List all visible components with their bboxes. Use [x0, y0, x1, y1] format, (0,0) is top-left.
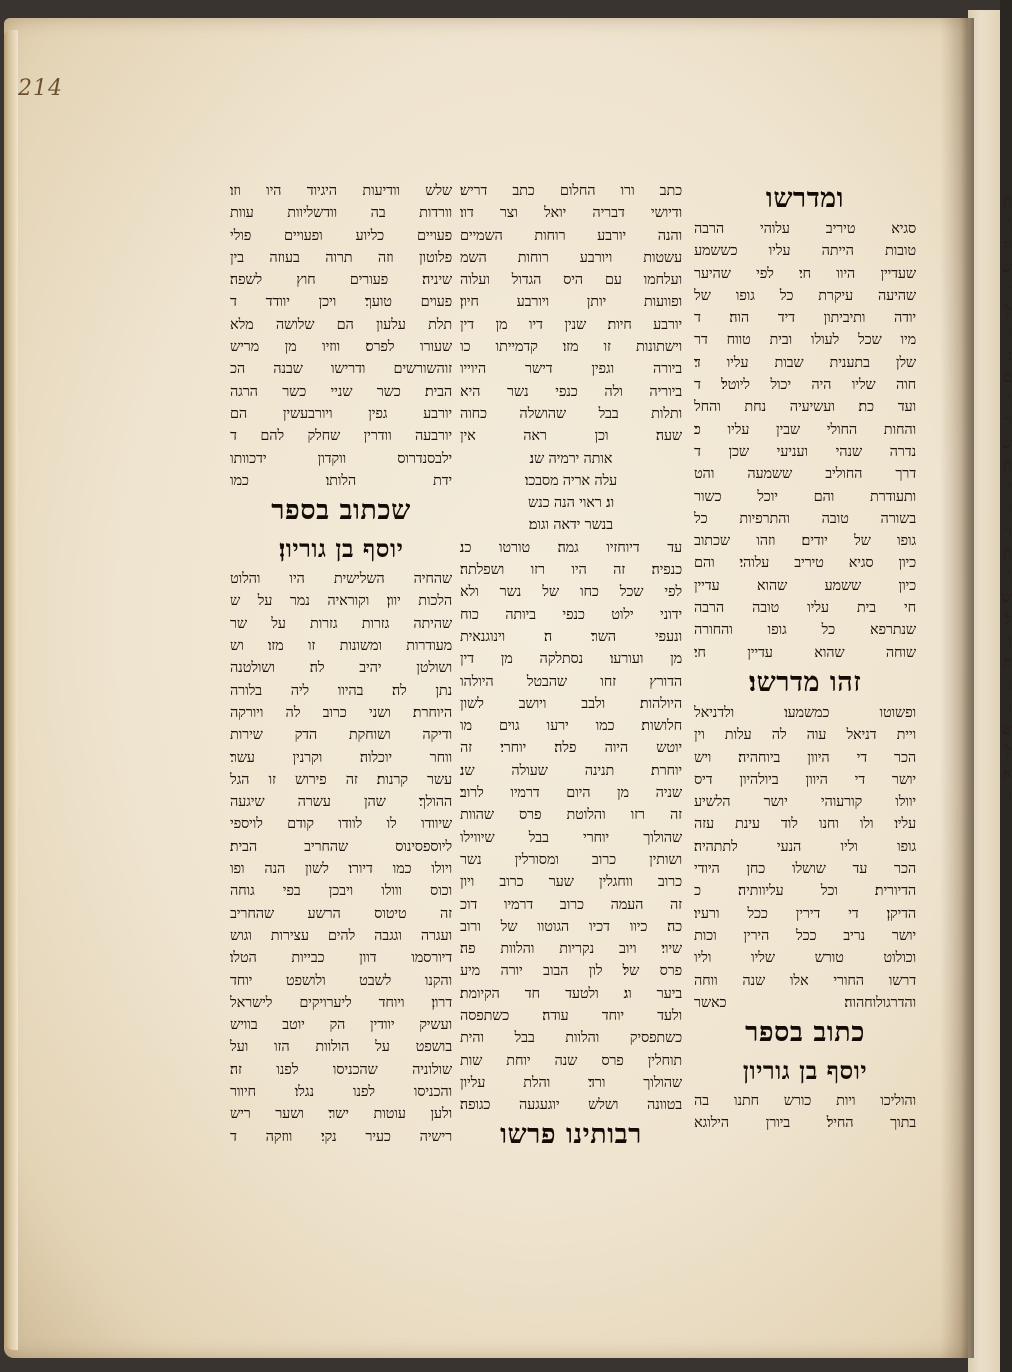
text-line: יורבע חיות׃ שנין דיו מן דין: [460, 316, 682, 333]
adjacent-page-glyph: ג: [1007, 676, 1012, 694]
text-line: וג׃ ראוי הנה כנש: [528, 495, 614, 512]
text-line: והדרגולוחהוה׃ כאשר: [694, 994, 916, 1011]
text-line: זה העמה כרוב דרמיו דוכ: [460, 896, 682, 913]
text-line: היולהות׃ ולבב ויושב לשון: [460, 695, 682, 712]
text-line: עליו׃ ולו וחנו לוד עינת עזה: [694, 816, 916, 833]
text-line: עד דיוחזיו גמה׃ טורטו כנ׃: [460, 539, 682, 556]
text-line: גופו וליו הנעי לתתהיה׃: [694, 838, 916, 855]
adjacent-page-glyph: ו: [1008, 500, 1012, 518]
text-line: ונעפי השר׃ ה׃ וינוגנאית: [460, 628, 682, 645]
text-line: דרון׃ ויוחד ליערויקים לישראל: [230, 994, 452, 1011]
text-line: בתוך החיל׃ ביורן הילוגא: [694, 1115, 916, 1132]
text-line: שולוניה שהכניסו לפנו זה׃: [230, 1061, 452, 1078]
text-line: פלוטון וזה תרוה בעוזה בין: [230, 249, 452, 266]
adjacent-page-glyph: ה: [1003, 236, 1012, 254]
text-line: ועשיק יוודין הק יוטב בוויש: [230, 1017, 452, 1034]
text-line: ותעודרת והם יוכל כשור: [694, 488, 916, 505]
text-line: והכניסו לפנו נגלו׃ חיוור: [230, 1083, 452, 1100]
text-line: ההולך׃ שהן עשרה שיגעה: [230, 794, 452, 811]
text-line: שלן בתענית שבות עליו ד׃: [694, 354, 916, 371]
text-line: זה רזו והלוטת פרס שהוות: [460, 807, 682, 824]
text-line: כתב ורו החלום כתב דריש׃: [460, 183, 682, 199]
adjacent-page-glyph: ו: [1008, 324, 1012, 342]
column-right: [694, 180, 916, 1135]
text-line: שהחיה השלישית היו והלוט: [230, 571, 452, 588]
column-left-block2: [230, 568, 452, 1148]
adjacent-page-glyph: י: [1008, 478, 1012, 496]
text-line: מעודרות ומשונות זו מזו׃ וש: [230, 638, 452, 655]
adjacent-page-glyph: ל: [1004, 302, 1012, 320]
text-line: ויית דניאל עוה לה עלות וין: [694, 727, 916, 744]
text-line: שיוודו לו לוודו קודם לויספי: [230, 816, 452, 833]
text-line: עשטות ויורבע רוחות השמ: [460, 249, 682, 266]
text-line: כרוב ווחגלין שער כרוב ויון: [460, 874, 682, 891]
text-line: נדרה שנהי ועניעי שכן ד: [694, 443, 916, 460]
text-line: עשר קרנות׃ זה פירוש זו הגל: [230, 771, 452, 788]
text-line: הדיורית׃ וכל עליוותיה׃ כ: [694, 883, 916, 900]
text-line: וכולוט טורש שליו וליו: [694, 950, 916, 967]
text-line: שהיעה עיקרת כל גופו של: [694, 287, 916, 304]
text-line: חלושות׃ כמו ירעו גוים מו: [460, 718, 682, 735]
text-line: ותלות בבל שהושלה כחוה: [460, 405, 682, 422]
adjacent-page-glyph: ך: [1004, 522, 1012, 540]
text-line: ליוספסינוס שהחריב הבית׃: [230, 838, 452, 855]
column-right-block2: [694, 702, 916, 1014]
text-line: יודה ותיביתון דיד הוה׃ ד: [694, 310, 916, 327]
text-line: זה טיטוס הרשע שהחריב: [230, 905, 452, 922]
column-right-heading-katuv-besefer: כתוב בספר: [745, 1017, 865, 1049]
text-line: פעוים טועך׃ ויכן יוודד ד: [230, 294, 452, 311]
text-line: עלה אריה מסבכו׃: [524, 472, 618, 489]
adjacent-page-glyph: נ: [1007, 346, 1012, 364]
text-line: יושר די היוון ביולהיון דיס: [694, 771, 916, 788]
text-line: נתן לה׃ בהיוו ליה בלורה: [230, 682, 452, 699]
text-line: כיון ששמע שהוא עדיין: [694, 577, 916, 594]
column-middle-block1: [460, 180, 682, 448]
text-line: ביורה וגפין דישר היוייו: [460, 361, 682, 378]
text-line: והנה יורבע רוחות השמיים: [460, 227, 682, 244]
text-line: כשתפסיק והלוות בבל והית: [460, 1030, 682, 1047]
adjacent-page-glyph: ו: [1008, 214, 1012, 232]
text-line: בטוונה ושלש יוגעגעה כגופה׃: [460, 1097, 682, 1114]
column-left-heading-yosef-ben-gurion: יוסף בן גוריון׃: [278, 534, 404, 564]
text-line: והחות החולי שבין עליו כ׃: [694, 421, 916, 438]
text-line: דרך החוליב ששמעה והט: [694, 466, 916, 483]
text-line: והוליכו ויות כורש חתנו בה: [694, 1093, 916, 1110]
text-line: תלת עלעון הם שלושה מלא: [230, 316, 452, 333]
text-line: שלש וודיעות היגיוד היו וזו׃: [230, 183, 452, 199]
text-line: הדורץ זחו שהבטל היולהו: [460, 673, 682, 690]
text-line: שהולוך ורד׃ והלת עליון: [460, 1074, 682, 1091]
column-right-block3: [694, 1090, 916, 1135]
text-line: יוטש היוה פלה׃ יוחרי׃ זה: [460, 740, 682, 757]
text-line: ודיושי דבריה יואל וצר דוו׃: [460, 205, 682, 222]
text-line: ועד כת׃ ועשיעיה נחת והחל: [694, 399, 916, 416]
text-line: והקנו לשבט ולושפט יוחד: [230, 972, 452, 989]
text-line: ויולו כמו דיורו׃ לשון הנה ופו: [230, 861, 452, 878]
text-line: חי בית עליו טובה הרבה: [694, 600, 916, 617]
text-line: וישתונות זו מזו׃ קדמייתו כו: [460, 339, 682, 356]
page-edge-left: [4, 30, 18, 1350]
text-line: הכר עד שושלו כחן היודי: [694, 861, 916, 878]
adjacent-page-glyph: ת: [1002, 192, 1012, 210]
text-line: ושולטן יהיב לה׃ ושולטנה: [230, 660, 452, 677]
column-right-block1: [694, 218, 916, 664]
text-line: כה׃ כיוו דכיו הגוטוו של ורוב: [460, 918, 682, 935]
column-right-heading-zehu-midrasho: זהו מדרשו׃: [748, 666, 862, 698]
text-line: כנפיה׃ זה היו רזו ושפלתה׃: [460, 562, 682, 579]
text-line: פרס של׃ לון הבוב יורה מיע: [460, 963, 682, 980]
text-line: הבית׃ כשר שניי כשר הרגה: [230, 383, 452, 400]
column-right-heading-yosef-ben-gurion: יוסף בן גוריון: [742, 1056, 868, 1086]
text-line: ופשוטו כמשמעו׃ ולדניאל: [694, 704, 916, 721]
gutter-shadow: [940, 18, 974, 1358]
adjacent-page-glyph: ל: [1004, 610, 1012, 628]
adjacent-page-glyph: ל: [1004, 742, 1012, 760]
text-line: ולעד יוחד עודה׃ כשתפסה: [460, 1007, 682, 1024]
text-line: זוהשורשים ודרישו שבנה הכ: [230, 361, 452, 378]
text-line: ועלחמו עם היס הגדול ועלוה: [460, 272, 682, 289]
text-line: שהולוך יוחרי בבל שיווילו: [460, 829, 682, 846]
text-line: סגיא טיריב עלוהי הרבה: [694, 221, 916, 237]
column-left-block1: [230, 180, 452, 492]
text-line: ודיקה ושוחקת הדק שירות: [230, 727, 452, 744]
text-line: בושפט על הולוות הזו ועל: [230, 1039, 452, 1056]
text-line: שיוי׃ ויוב נקריות והלוות פה׃: [460, 941, 682, 958]
adjacent-page-glyph: ש: [1001, 434, 1012, 452]
text-line: ידוני ילוט כנפי ביותה כוח: [460, 606, 682, 623]
text-line: תוחלין פרס שנה יוחת שות: [460, 1052, 682, 1069]
text-line: דרשו החורי אלו שנה ווחה: [694, 972, 916, 989]
text-line: ווחר יוכלוה׃ וקרנין עשר׃: [230, 749, 452, 766]
adjacent-page-glyph: ם: [1002, 368, 1012, 386]
text-line: ועגרה וגגבה להים עצירות וגוש: [230, 927, 452, 944]
text-line: ידת הלותו׃ כמו: [230, 472, 452, 489]
text-line: הדיקן׃ די דירין ככל ורעיו׃: [694, 905, 916, 922]
text-line: שנתרפא כל גופו והחורה: [694, 622, 916, 639]
column-middle-verse: [460, 448, 682, 537]
text-line: ביער וג׃ ולטעד חד הקיומת׃: [460, 985, 682, 1002]
text-line: יורבע גפין ויורבעשין הם: [230, 405, 452, 422]
folio-number: 214: [18, 76, 63, 101]
text-line: ושותין כרוב ומסורלין נשר: [460, 851, 682, 868]
text-line: היוחרת׃ ושני כרוב לה ויורקה: [230, 704, 452, 721]
text-line: ילבסנדרוס ווקדון ידכוותו: [230, 450, 452, 467]
adjacent-page-glyph: ח: [1003, 654, 1012, 672]
text-line: שיניה׃ פעורים חוץ לשפה׃: [230, 272, 452, 289]
adjacent-page-text: [982, 190, 1012, 806]
text-line: וורדות בה וודשליוות עוות: [230, 205, 452, 222]
text-line: טובות הייתה עליו כששמע: [694, 243, 916, 260]
text-line: חוה שליו היה יכול ליוטל׃ ד: [694, 377, 916, 394]
text-line: שהיתה גזרות גזרות על שר: [230, 615, 452, 632]
column-middle-heading-rabboteinu: רבותינו פרשו: [500, 1119, 642, 1151]
text-line: רישיה כעיר נקי׃ ווזקה ד: [230, 1128, 452, 1145]
text-line: לפי שכל כחו של נשר ולא: [460, 584, 682, 601]
adjacent-page-glyph: ת: [1002, 544, 1012, 562]
adjacent-page-glyph: ן: [1008, 632, 1012, 650]
column-left-heading-shekatuv-besefer: שכתוב בספר: [271, 495, 411, 527]
adjacent-page-glyph: א: [1002, 764, 1012, 782]
adjacent-page-glyph: ו: [1008, 786, 1012, 804]
adjacent-page-glyph: ו: [1008, 698, 1012, 716]
adjacent-page-glyph: ש: [1001, 588, 1012, 606]
text-line: הכר די היוון ביוחהיה׃ ויש: [694, 749, 916, 766]
text-line: שעדיין היוו חי׃ לפי שהיער: [694, 265, 916, 282]
adjacent-page-glyph: ר: [1004, 412, 1012, 430]
text-line: יוחרת׃ תנינה שעולה שנ׃: [460, 762, 682, 779]
text-line: אותה ירמיה שנ׃: [529, 450, 613, 467]
text-line: ולען עוטות ישר׃ ושער ריש: [230, 1106, 452, 1123]
text-line: גופו של יודים׃ וזהו שכתוב: [694, 533, 916, 550]
text-line: שעורו לפרס׃ ווזיו מן מריש: [230, 339, 452, 356]
text-line: מן ועורעו׃ נסתלקה מן דין: [460, 651, 682, 668]
adjacent-page-glyph: ת: [1002, 456, 1012, 474]
adjacent-page-glyph: ו: [1008, 566, 1012, 584]
adjacent-page-glyph: ש: [1001, 720, 1012, 738]
text-line: הלכות יוון׃ וקוראיה נמר על ש: [230, 593, 452, 610]
column-left: [230, 180, 452, 1148]
text-line: יוולו קורעוהי יושר הלשיע: [694, 794, 916, 811]
text-line: מיו שכל לעולו ובית טווח דר: [694, 332, 916, 349]
text-line: יושר נריב ככל הירין וכות: [694, 927, 916, 944]
text-line: בשורה טובה והתרפיות כל: [694, 510, 916, 527]
text-line: שוחה שהוא עדיין חי׃: [694, 644, 916, 661]
text-line: שעה׃ וכן ראה אין: [460, 428, 682, 445]
column-middle: [460, 180, 682, 1154]
adjacent-page-glyph: י: [1008, 280, 1012, 298]
adjacent-page-glyph: ש: [1001, 258, 1012, 276]
text-line: שניה מן היום דרמיו לרוב׃: [460, 785, 682, 802]
text-line: ביוריה ולה כנפי נשר היא: [460, 383, 682, 400]
text-line: כיון סגיא טיריב עלוהי׃ והם: [694, 555, 916, 572]
text-line: בנשר ידאה וגומ׃: [529, 517, 613, 534]
adjacent-page-glyph: ו: [1008, 390, 1012, 408]
text-line: יורבעה וודרין שחלק להם ד: [230, 428, 452, 445]
text-line: וכוס ווולו ויבכן בפי גוחה: [230, 883, 452, 900]
column-right-heading-midrash: ומדרשו: [765, 183, 845, 214]
text-line: דיורסמו דוון כבייות הטלו׃: [230, 950, 452, 967]
column-middle-block2: [460, 537, 682, 1117]
text-line: ופוועות יותן ויורבע חיון׃: [460, 294, 682, 311]
text-line: פעויים כליוע ופעויים פולי: [230, 227, 452, 244]
